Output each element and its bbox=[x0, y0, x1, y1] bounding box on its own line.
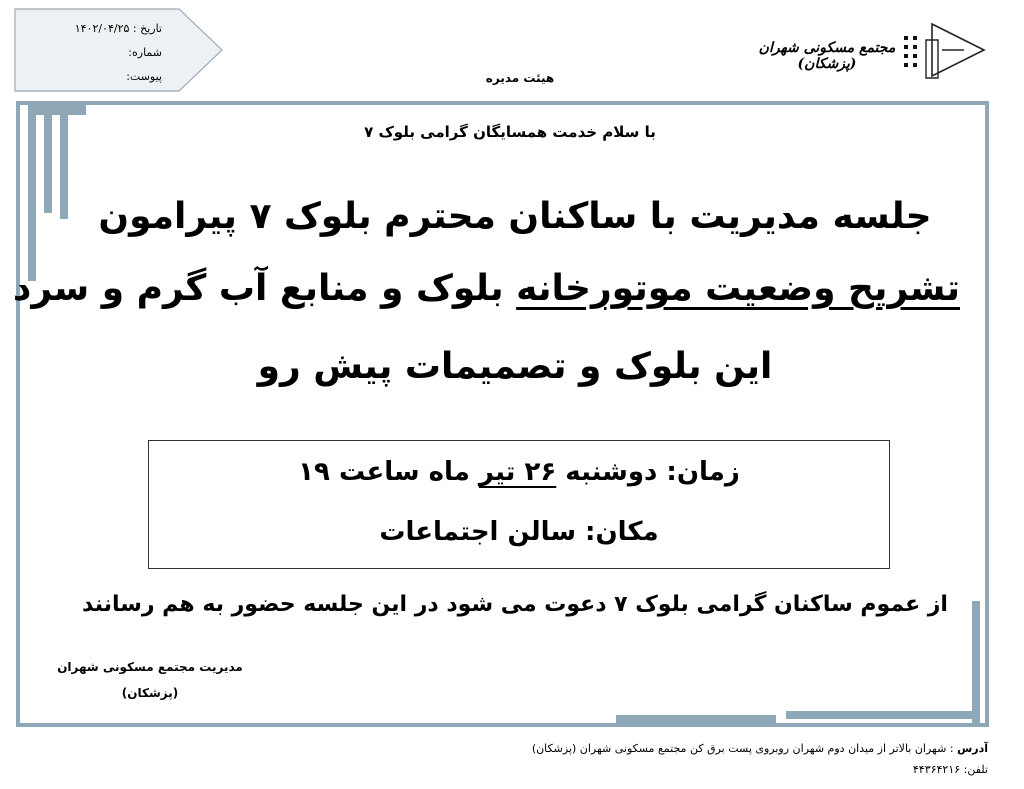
footer-phone bbox=[913, 763, 988, 776]
notice-frame bbox=[16, 101, 989, 727]
time-day: ۲۶ تیر bbox=[478, 457, 557, 487]
time-prefix: زمان: دوشنبه bbox=[556, 457, 740, 487]
frame-bar bbox=[616, 715, 776, 723]
time-suffix: ماه ساعت ۱۹ bbox=[298, 457, 479, 487]
phone-label: تلفن: bbox=[963, 763, 988, 776]
attachment-label: پیوست: bbox=[126, 70, 162, 83]
meeting-time bbox=[149, 457, 889, 487]
signature-line-1: مدیریت مجتمع مسکونی شهران bbox=[57, 660, 243, 674]
headline-underlined: تشریح وضعیت موتورخانه bbox=[516, 268, 960, 309]
frame-bar bbox=[28, 101, 36, 281]
date-value: ۱۴۰۲/۰۴/۲۵ bbox=[74, 22, 130, 35]
headline-line-2 bbox=[12, 268, 960, 309]
address-text: : شهران بالاتر از میدان دوم شهران روبروی پست برق کن مجتمع مسکونی شهران (پزشکان) bbox=[531, 742, 958, 755]
address-label: آدرس bbox=[957, 742, 988, 755]
frame-right-border bbox=[985, 101, 989, 727]
frame-bar bbox=[786, 711, 976, 719]
number-label: شماره: bbox=[128, 46, 162, 59]
signature-line-2: (پزشکان) bbox=[121, 686, 179, 700]
logo-dots-icon bbox=[902, 34, 922, 74]
date-label: تاریخ : bbox=[132, 22, 162, 35]
frame-top-border bbox=[16, 101, 989, 105]
meeting-place: مکان: سالن اجتماعات bbox=[379, 517, 659, 547]
logo-mark-icon bbox=[924, 20, 988, 82]
headline-line-1: جلسه مدیریت با ساکنان محترم بلوک ۷ پیرامون bbox=[98, 196, 932, 237]
meeting-details-box bbox=[148, 440, 890, 569]
tag-shape bbox=[14, 8, 224, 92]
board-label: هیئت مدیره bbox=[485, 71, 555, 85]
frame-bar bbox=[44, 101, 52, 213]
frame-left-border bbox=[16, 101, 20, 727]
headline-rest: بلوک و منابع آب گرم و سرد bbox=[12, 268, 517, 309]
date-line bbox=[75, 22, 162, 35]
greeting: با سلام خدمت همسایگان گرامی بلوک ۷ bbox=[364, 123, 656, 141]
document-info-tag bbox=[14, 8, 224, 92]
headline-line-3: این بلوک و تصمیمات پیش رو bbox=[257, 346, 773, 387]
frame-bottom-border bbox=[16, 723, 989, 727]
frame-bar bbox=[28, 101, 86, 115]
footer-address bbox=[532, 742, 988, 755]
invitation-text: از عموم ساکنان گرامی بلوک ۷ دعوت می شود در این جلسه حضور به هم رسانند bbox=[82, 592, 948, 617]
frame-bar bbox=[60, 101, 68, 219]
frame-bar bbox=[972, 601, 980, 723]
logo-text: مجتمع مسکونی شهران (پزشکان) bbox=[758, 40, 896, 72]
phone-value: ۴۴۳۶۴۲۱۶ bbox=[912, 763, 964, 776]
